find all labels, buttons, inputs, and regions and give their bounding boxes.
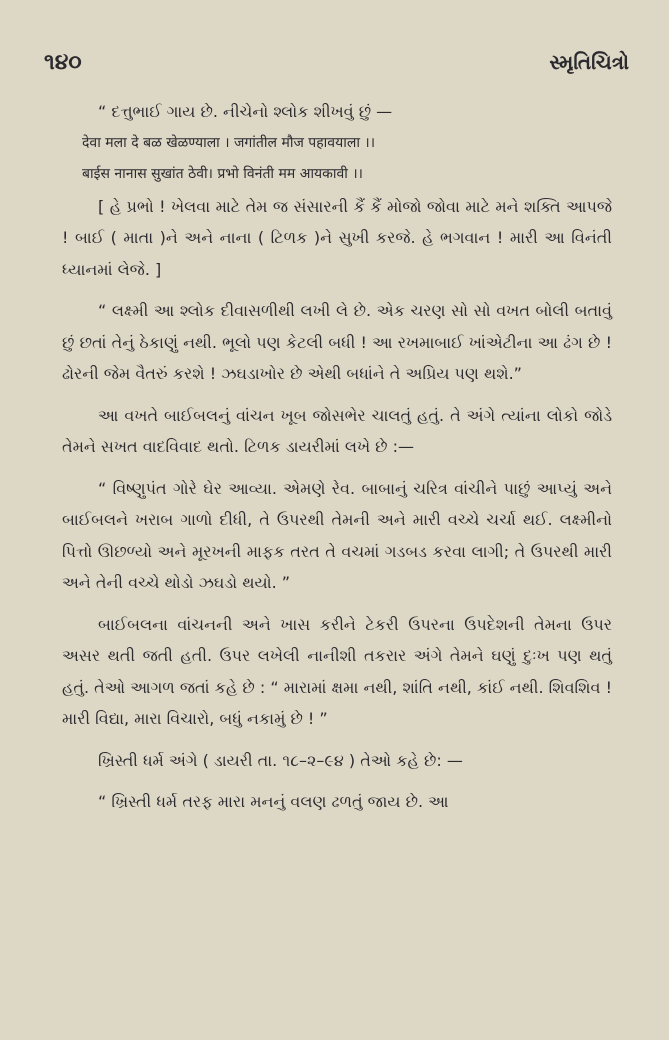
body-text (62, 96, 612, 818)
verse-line: बाईस नानास सुखांत ठेवी। प्रभो विनंती मम आयकावी ।। (82, 166, 363, 182)
paragraph: આ વખતે બાઈબલનું વાંચન ખૂબ જોસભેર ચાલતું હતું. તે અંગે ત્યાંના લોકો જોડે તેમને સખત વાદવિવાદ થતો. ટિળક ડાયરીમાં લખે છે :— (62, 405, 612, 456)
paragraph: ખ્રિસ્તી ધર્મ અંગે ( ડાયરી તા. ૧૮–૨–૯૪ ) તેઓ કહે છે: — (98, 750, 463, 770)
paragraph: બાઈબલના વાંચનની અને ખાસ કરીને ટેકરી ઉપરના ઉપદેશની તેમના ઉપર અસર થતી જતી હતી. ઉપર લખેલી નાનીશી તકરાર અંગે તેમને ઘણું દુઃખ પણ થતું હતું. તેઓ આગળ જતાં કહે છે : “ મારામાં ક્ષમા નથી, શાંતિ નથી, કાંઈ નથી. શિવશિવ ! મારી વિદ્યા, મારા વિચારો, બધું નકામું છે ! ” (62, 614, 612, 728)
paragraph: “ લક્ષ્મી આ શ્લોક દીવાસળીથી લખી લે છે. એક ચરણ સો સો વખત બોલી બતાવું છું છતાં તેનું ઠેકાણું નથી. ભૂલો પણ કેટલી બધી ! આ રખમાબાઈ ખાંએટીના આ ઢંગ છે ! ઢોરની જેમ વૈતરું કરશે ! ઝઘડાખોર છે એથી બધાંને તે અપ્રિય પણ થશે.” (62, 301, 612, 383)
running-title: સ્મૃતિચિત્રો (549, 50, 629, 74)
page-number: ૧૪૦ (44, 50, 82, 75)
paragraph: “ દત્તુભાઈ ગાય છે. નીચેનો શ્લોક શીખવું છું — (98, 102, 393, 121)
paragraph: [ હે પ્રભો ! ખેલવા માટે તેમ જ સંસારની કૈં કૈં મોજો જોવા માટે મને શક્તિ આપજે ! બાઈ ( માતા )ને અને નાના ( ટિળક )ને સુખી કરજે. હે ભગવાન ! મારી આ વિનંતી ધ્યાનમાં લેજે. ] (62, 196, 612, 279)
page-header (0, 50, 669, 84)
verse-line: देवा मला दे बळ खेळण्याला । जगांतील मौज पहावयाला ।। (82, 134, 376, 151)
paragraph: “ ખ્રિસ્તી ધર્મ તરફ મારા મનનું વલણ ઢળતું જાય છે. આ (98, 792, 449, 811)
paragraph: “ વિષ્ણુપંત ગોરે ઘેર આવ્યા. એમણે રેવ. બાબાનું ચરિત્ર વાંચીને પાછું આપ્યું અને બાઈબલને ખરાબ ગાળો દીધી, તે ઉપરથી તેમની અને મારી વચ્ચે ચર્ચા થઈ. લક્ષ્મીનો પિત્તો ઊછળ્યો અને મૂરખની માફક તરત તે વચમાં ગડબડ કરવા લાગી; તે ઉપરથી મારી અને તેની વચ્ચે થોડો ઝઘડો થયો. ” (62, 478, 612, 592)
